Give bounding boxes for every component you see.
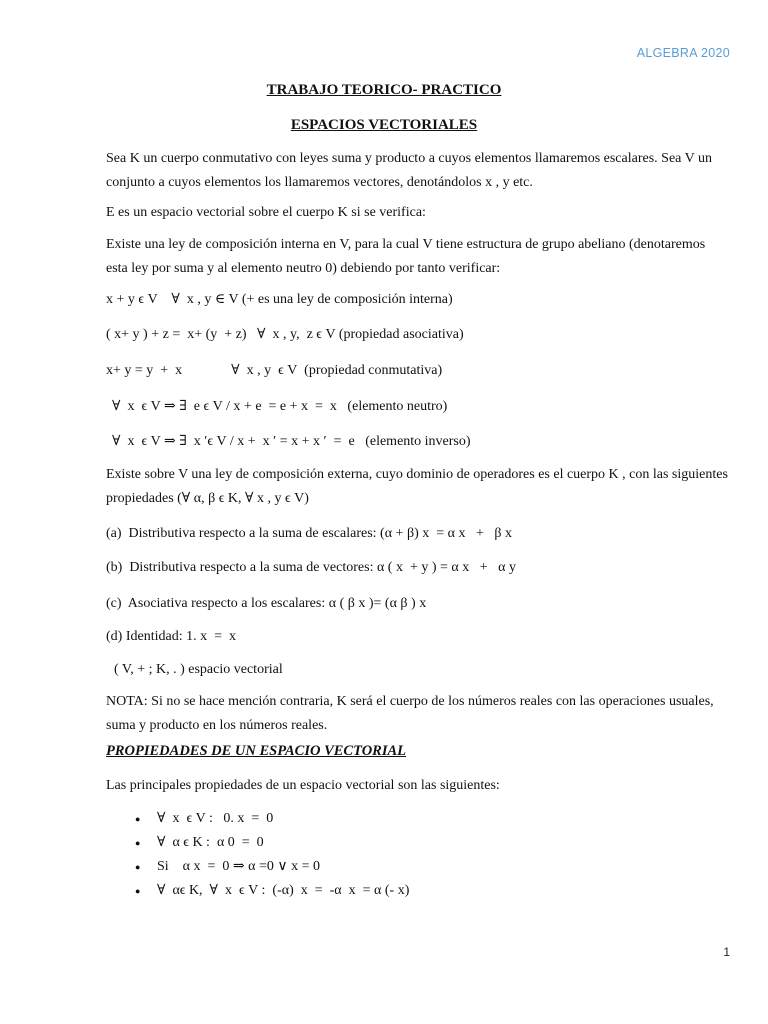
axiom-inverse-element: ∀ x ϵ V ⇒ ∃ x ′ϵ V / x + x ′ = x + x ′ = e (elemento inverso) [112, 434, 471, 449]
page-number: 1 [723, 945, 730, 959]
note-paragraph: NOTA: Si no se hace mención contraria, K será el cuerpo de los números reales con las operaciones usuales, suma y producto en los números reales. [106, 694, 714, 733]
section-title: PROPIEDADES DE UN ESPACIO VECTORIAL [106, 743, 407, 759]
axiom-distributive-scalars: (a) Distributiva respecto a la suma de escalares: (α + β) x = α x + β x [106, 526, 512, 541]
vector-space-structure: ( V, + ; K, . ) espacio vectorial [114, 662, 283, 677]
intro-paragraph: Sea K un cuerpo conmutativo con leyes suma y producto a cuyos elementos llamaremos escalares. Sea V un conjunto a cuyos elementos los llamaremos vectores, denotándolos x , y etc. [106, 151, 712, 190]
axiom-associative: ( x+ y ) + z = x+ (y + z) ∀ x , y, z ϵ V (propiedad asociativa) [106, 327, 464, 342]
axiom-commutative: x+ y = y + x ∀ x , y ϵ V (propiedad conmutativa) [106, 363, 443, 378]
axiom-neutral-element: ∀ x ϵ V ⇒ ∃ e ϵ V / x + e = e + x = x (elemento neutro) [112, 399, 448, 414]
course-header: ALGEBRA 2020 [636, 46, 730, 60]
list-item: ● Si α x = 0 ⇒ α =0 ∨ x = 0 [135, 856, 409, 880]
document-title: TRABAJO TEORICO- PRACTICO [266, 82, 502, 98]
list-item: ● ∀ α ϵ K : α 0 = 0 [135, 832, 409, 856]
section-intro: Las principales propiedades de un espacio vectorial son las siguientes: [106, 778, 500, 793]
axiom-distributive-vectors: (b) Distributiva respecto a la suma de vectores: α ( x + y ) = α x + α y [106, 560, 516, 575]
list-item: ● ∀ x ϵ V : 0. x = 0 [135, 808, 409, 832]
external-law-paragraph: Existe sobre V una ley de composición externa, cuyo dominio de operadores es el cuerpo K , con las siguientes propiedades (∀ α, β ϵ K, ∀ x , y ϵ V) [106, 467, 728, 506]
internal-law-paragraph: Existe una ley de composición interna en V, para la cual V tiene estructura de grupo abeliano (denotaremos esta ley por suma y al elemento neutro 0) debiendo por tanto verificar: [106, 237, 706, 276]
axiom-associative-scalars: (c) Asociativa respecto a los escalares: α ( β x )= (α β ) x [106, 596, 427, 611]
properties-list [135, 808, 409, 904]
list-item: ● ∀ αϵ K, ∀ x ϵ V : (-α) x = -α x = α (- x) [135, 880, 409, 904]
document-subtitle: ESPACIOS VECTORIALES [290, 117, 478, 133]
axiom-identity: (d) Identidad: 1. x = x [106, 629, 236, 644]
axiom-internal-closure: x + y ϵ V ∀ x , y ∈ V (+ es una ley de composición interna) [106, 292, 453, 307]
definition-paragraph: E es un espacio vectorial sobre el cuerpo K si se verifica: [106, 205, 426, 220]
